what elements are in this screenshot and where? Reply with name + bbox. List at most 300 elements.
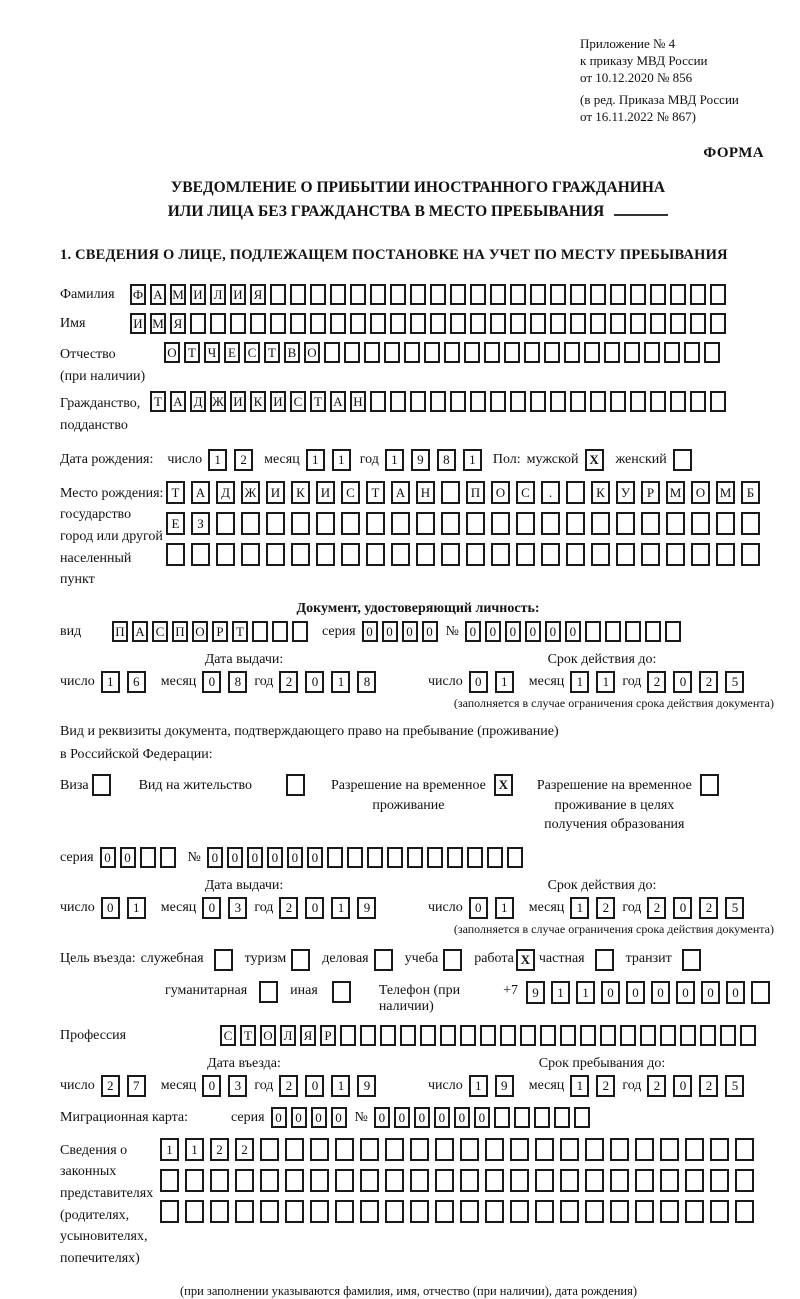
form-cell[interactable] <box>310 313 326 334</box>
form-cell[interactable]: 0 <box>394 1107 410 1128</box>
form-cell[interactable] <box>641 512 660 535</box>
form-cell[interactable] <box>385 1200 404 1223</box>
form-cell[interactable] <box>510 1169 529 1192</box>
form-cell[interactable] <box>335 1138 354 1161</box>
form-cell[interactable] <box>485 1138 504 1161</box>
form-cell[interactable] <box>574 1107 590 1128</box>
purpose-business-checkbox[interactable] <box>374 949 393 971</box>
form-cell[interactable] <box>210 313 226 334</box>
temp-residence-edu-checkbox[interactable] <box>700 774 719 796</box>
form-cell[interactable]: 9 <box>526 981 545 1004</box>
form-cell[interactable] <box>460 1138 479 1161</box>
form-cell[interactable]: 0 <box>454 1107 470 1128</box>
form-cell[interactable]: . <box>541 481 560 504</box>
form-cell[interactable] <box>347 847 363 868</box>
form-cell[interactable] <box>364 342 380 363</box>
form-cell[interactable] <box>514 1107 530 1128</box>
form-cell[interactable]: 0 <box>651 981 670 1004</box>
form-cell[interactable] <box>160 1200 179 1223</box>
form-cell[interactable] <box>427 847 443 868</box>
form-cell[interactable] <box>685 1200 704 1223</box>
form-cell[interactable]: Д <box>190 391 206 412</box>
form-cell[interactable] <box>690 313 706 334</box>
form-cell[interactable]: 1 <box>101 671 120 693</box>
form-cell[interactable] <box>534 1107 550 1128</box>
form-cell[interactable] <box>510 391 526 412</box>
form-cell[interactable]: К <box>291 481 310 504</box>
form-cell[interactable]: 1 <box>127 897 146 919</box>
form-cell[interactable] <box>441 481 460 504</box>
form-cell[interactable] <box>690 284 706 305</box>
form-cell[interactable] <box>666 543 685 566</box>
form-cell[interactable] <box>241 512 260 535</box>
form-cell[interactable] <box>590 284 606 305</box>
form-cell[interactable] <box>460 1169 479 1192</box>
form-cell[interactable] <box>387 847 403 868</box>
form-cell[interactable]: Т <box>232 621 248 642</box>
form-cell[interactable] <box>380 1025 396 1046</box>
form-cell[interactable] <box>285 1138 304 1161</box>
form-cell[interactable] <box>440 1025 456 1046</box>
form-cell[interactable] <box>685 1169 704 1192</box>
form-cell[interactable] <box>550 284 566 305</box>
form-cell[interactable] <box>635 1169 654 1192</box>
form-cell[interactable] <box>260 1200 279 1223</box>
form-cell[interactable] <box>430 284 446 305</box>
form-cell[interactable]: А <box>191 481 210 504</box>
form-cell[interactable] <box>650 313 666 334</box>
form-cell[interactable] <box>604 342 620 363</box>
form-cell[interactable]: К <box>591 481 610 504</box>
form-cell[interactable]: 0 <box>120 847 136 868</box>
form-cell[interactable]: 5 <box>725 897 744 919</box>
form-cell[interactable]: М <box>150 313 166 334</box>
form-cell[interactable] <box>435 1169 454 1192</box>
form-cell[interactable] <box>430 391 446 412</box>
form-cell[interactable] <box>470 284 486 305</box>
form-cell[interactable] <box>660 1169 679 1192</box>
form-cell[interactable] <box>645 621 661 642</box>
form-cell[interactable] <box>660 1200 679 1223</box>
form-cell[interactable] <box>540 1025 556 1046</box>
form-cell[interactable] <box>490 284 506 305</box>
form-cell[interactable] <box>550 391 566 412</box>
form-cell[interactable]: Е <box>166 512 185 535</box>
form-cell[interactable] <box>327 847 343 868</box>
form-cell[interactable] <box>407 847 423 868</box>
form-cell[interactable] <box>285 1169 304 1192</box>
form-cell[interactable]: 0 <box>287 847 303 868</box>
form-cell[interactable]: 1 <box>160 1138 179 1161</box>
form-cell[interactable] <box>230 313 246 334</box>
form-cell[interactable] <box>610 284 626 305</box>
form-cell[interactable] <box>370 391 386 412</box>
form-cell[interactable]: 0 <box>207 847 223 868</box>
form-cell[interactable]: 0 <box>485 621 501 642</box>
form-cell[interactable]: П <box>112 621 128 642</box>
sex-male-checkbox[interactable]: X <box>585 449 604 471</box>
form-cell[interactable] <box>740 1025 756 1046</box>
form-cell[interactable]: Д <box>216 481 235 504</box>
form-cell[interactable]: 1 <box>495 671 514 693</box>
form-cell[interactable] <box>560 1200 579 1223</box>
form-cell[interactable] <box>507 847 523 868</box>
form-cell[interactable] <box>735 1200 754 1223</box>
form-cell[interactable] <box>160 1169 179 1192</box>
form-cell[interactable] <box>541 543 560 566</box>
form-cell[interactable]: 1 <box>306 449 325 471</box>
form-cell[interactable] <box>560 1025 576 1046</box>
form-cell[interactable] <box>510 1138 529 1161</box>
form-cell[interactable]: 0 <box>601 981 620 1004</box>
form-cell[interactable]: 9 <box>411 449 430 471</box>
purpose-humanitarian-checkbox[interactable] <box>259 981 278 1003</box>
form-cell[interactable] <box>630 391 646 412</box>
form-cell[interactable] <box>566 543 585 566</box>
form-cell[interactable]: 0 <box>626 981 645 1004</box>
form-cell[interactable]: Н <box>416 481 435 504</box>
form-cell[interactable] <box>435 1138 454 1161</box>
form-cell[interactable] <box>735 1138 754 1161</box>
form-cell[interactable] <box>484 342 500 363</box>
form-cell[interactable] <box>630 313 646 334</box>
form-cell[interactable] <box>470 313 486 334</box>
form-cell[interactable]: 5 <box>725 671 744 693</box>
form-cell[interactable]: 2 <box>235 1138 254 1161</box>
form-cell[interactable] <box>464 342 480 363</box>
form-cell[interactable] <box>266 543 285 566</box>
form-cell[interactable] <box>530 313 546 334</box>
form-cell[interactable]: 0 <box>267 847 283 868</box>
form-cell[interactable] <box>684 342 700 363</box>
form-cell[interactable]: 0 <box>676 981 695 1004</box>
residence-permit-checkbox[interactable] <box>286 774 305 796</box>
form-cell[interactable]: 1 <box>570 1075 589 1097</box>
form-cell[interactable] <box>485 1169 504 1192</box>
form-cell[interactable]: И <box>130 313 146 334</box>
form-cell[interactable]: 0 <box>565 621 581 642</box>
form-cell[interactable]: 0 <box>305 897 324 919</box>
form-cell[interactable]: 0 <box>227 847 243 868</box>
form-cell[interactable] <box>616 543 635 566</box>
form-cell[interactable] <box>235 1169 254 1192</box>
form-cell[interactable]: А <box>132 621 148 642</box>
form-cell[interactable] <box>252 621 268 642</box>
form-cell[interactable]: 1 <box>463 449 482 471</box>
form-cell[interactable] <box>330 284 346 305</box>
form-cell[interactable] <box>520 1025 536 1046</box>
form-cell[interactable] <box>330 313 346 334</box>
form-cell[interactable] <box>266 512 285 535</box>
form-cell[interactable]: 5 <box>725 1075 744 1097</box>
form-cell[interactable]: 0 <box>101 897 120 919</box>
form-cell[interactable] <box>487 847 503 868</box>
form-cell[interactable]: 2 <box>279 1075 298 1097</box>
form-cell[interactable] <box>441 543 460 566</box>
form-cell[interactable]: М <box>716 481 735 504</box>
form-cell[interactable] <box>216 512 235 535</box>
form-cell[interactable]: К <box>250 391 266 412</box>
form-cell[interactable]: З <box>191 512 210 535</box>
purpose-private-checkbox[interactable] <box>595 949 614 971</box>
form-cell[interactable]: О <box>164 342 180 363</box>
form-cell[interactable] <box>516 543 535 566</box>
form-cell[interactable] <box>160 847 176 868</box>
form-cell[interactable] <box>590 391 606 412</box>
form-cell[interactable] <box>620 1025 636 1046</box>
form-cell[interactable]: С <box>290 391 306 412</box>
form-cell[interactable]: С <box>220 1025 236 1046</box>
form-cell[interactable]: Т <box>150 391 166 412</box>
form-cell[interactable]: О <box>491 481 510 504</box>
form-cell[interactable] <box>310 1138 329 1161</box>
form-cell[interactable]: 0 <box>305 1075 324 1097</box>
form-cell[interactable] <box>370 313 386 334</box>
form-cell[interactable] <box>590 313 606 334</box>
form-cell[interactable]: 0 <box>100 847 116 868</box>
form-cell[interactable] <box>710 1200 729 1223</box>
form-cell[interactable]: Т <box>310 391 326 412</box>
form-cell[interactable] <box>530 284 546 305</box>
form-cell[interactable]: 9 <box>357 1075 376 1097</box>
form-cell[interactable] <box>610 1200 629 1223</box>
form-cell[interactable]: Р <box>641 481 660 504</box>
form-cell[interactable]: М <box>666 481 685 504</box>
form-cell[interactable] <box>360 1025 376 1046</box>
form-cell[interactable] <box>516 512 535 535</box>
form-cell[interactable] <box>400 1025 416 1046</box>
form-cell[interactable] <box>524 342 540 363</box>
form-cell[interactable] <box>570 391 586 412</box>
form-cell[interactable]: 0 <box>402 621 418 642</box>
form-cell[interactable]: И <box>230 284 246 305</box>
form-cell[interactable] <box>366 543 385 566</box>
form-cell[interactable]: 0 <box>726 981 745 1004</box>
form-cell[interactable]: Ж <box>241 481 260 504</box>
form-cell[interactable]: Е <box>224 342 240 363</box>
form-cell[interactable]: 9 <box>357 897 376 919</box>
form-cell[interactable] <box>710 284 726 305</box>
form-cell[interactable] <box>644 342 660 363</box>
form-cell[interactable] <box>410 1169 429 1192</box>
form-cell[interactable] <box>341 512 360 535</box>
form-cell[interactable]: 1 <box>185 1138 204 1161</box>
form-cell[interactable] <box>580 1025 596 1046</box>
form-cell[interactable]: 9 <box>495 1075 514 1097</box>
form-cell[interactable] <box>140 847 156 868</box>
form-cell[interactable]: 1 <box>570 897 589 919</box>
form-cell[interactable] <box>450 284 466 305</box>
form-cell[interactable] <box>751 981 770 1004</box>
form-cell[interactable]: 0 <box>505 621 521 642</box>
form-cell[interactable] <box>316 512 335 535</box>
form-cell[interactable] <box>460 1025 476 1046</box>
purpose-tourism-checkbox[interactable] <box>291 949 310 971</box>
form-cell[interactable]: С <box>341 481 360 504</box>
form-cell[interactable] <box>350 313 366 334</box>
form-cell[interactable] <box>710 1138 729 1161</box>
visa-checkbox[interactable] <box>92 774 111 796</box>
form-cell[interactable] <box>535 1169 554 1192</box>
form-cell[interactable] <box>560 1138 579 1161</box>
form-cell[interactable] <box>535 1200 554 1223</box>
form-cell[interactable] <box>585 1200 604 1223</box>
form-cell[interactable] <box>585 1138 604 1161</box>
form-cell[interactable] <box>585 621 601 642</box>
form-cell[interactable] <box>384 342 400 363</box>
form-cell[interactable] <box>210 1200 229 1223</box>
form-cell[interactable] <box>260 1169 279 1192</box>
form-cell[interactable]: 0 <box>202 671 221 693</box>
form-cell[interactable] <box>630 284 646 305</box>
form-cell[interactable] <box>641 543 660 566</box>
form-cell[interactable] <box>335 1169 354 1192</box>
form-cell[interactable] <box>685 1138 704 1161</box>
form-cell[interactable] <box>290 313 306 334</box>
form-cell[interactable] <box>235 1200 254 1223</box>
form-cell[interactable] <box>510 313 526 334</box>
form-cell[interactable] <box>360 1169 379 1192</box>
form-cell[interactable] <box>191 543 210 566</box>
form-cell[interactable] <box>416 543 435 566</box>
form-cell[interactable]: 1 <box>332 449 351 471</box>
form-cell[interactable] <box>660 1025 676 1046</box>
form-cell[interactable] <box>460 1200 479 1223</box>
form-cell[interactable] <box>391 512 410 535</box>
form-cell[interactable]: 8 <box>437 449 456 471</box>
purpose-other-checkbox[interactable] <box>332 981 351 1003</box>
purpose-study-checkbox[interactable] <box>443 949 462 971</box>
form-cell[interactable]: 0 <box>673 897 692 919</box>
form-cell[interactable]: 0 <box>362 621 378 642</box>
form-cell[interactable] <box>185 1169 204 1192</box>
form-cell[interactable] <box>424 342 440 363</box>
form-cell[interactable] <box>467 847 483 868</box>
form-cell[interactable]: 1 <box>331 1075 350 1097</box>
form-cell[interactable]: И <box>316 481 335 504</box>
form-cell[interactable]: 0 <box>307 847 323 868</box>
form-cell[interactable] <box>650 391 666 412</box>
form-cell[interactable]: 2 <box>699 1075 718 1097</box>
form-cell[interactable]: 0 <box>422 621 438 642</box>
form-cell[interactable] <box>504 342 520 363</box>
form-cell[interactable] <box>410 284 426 305</box>
form-cell[interactable] <box>344 342 360 363</box>
form-cell[interactable]: 8 <box>228 671 247 693</box>
form-cell[interactable]: О <box>260 1025 276 1046</box>
form-cell[interactable]: 2 <box>647 1075 666 1097</box>
temp-residence-checkbox[interactable]: X <box>494 774 513 796</box>
form-cell[interactable]: 0 <box>305 671 324 693</box>
form-cell[interactable]: И <box>190 284 206 305</box>
form-cell[interactable] <box>585 1169 604 1192</box>
form-cell[interactable] <box>690 391 706 412</box>
form-cell[interactable]: 2 <box>101 1075 120 1097</box>
form-cell[interactable]: О <box>691 481 710 504</box>
form-cell[interactable] <box>564 342 580 363</box>
form-cell[interactable]: 2 <box>279 671 298 693</box>
form-cell[interactable]: Л <box>210 284 226 305</box>
form-cell[interactable]: Т <box>264 342 280 363</box>
form-cell[interactable] <box>291 512 310 535</box>
form-cell[interactable]: 2 <box>234 449 253 471</box>
form-cell[interactable]: 0 <box>673 1075 692 1097</box>
form-cell[interactable] <box>450 313 466 334</box>
form-cell[interactable] <box>210 1169 229 1192</box>
form-cell[interactable]: 0 <box>434 1107 450 1128</box>
form-cell[interactable] <box>350 284 366 305</box>
form-cell[interactable]: И <box>230 391 246 412</box>
form-cell[interactable]: 0 <box>374 1107 390 1128</box>
form-cell[interactable] <box>360 1200 379 1223</box>
form-cell[interactable]: 0 <box>271 1107 287 1128</box>
form-cell[interactable]: Р <box>320 1025 336 1046</box>
form-cell[interactable] <box>640 1025 656 1046</box>
form-cell[interactable]: Ж <box>210 391 226 412</box>
form-cell[interactable] <box>680 1025 696 1046</box>
form-cell[interactable] <box>367 847 383 868</box>
form-cell[interactable] <box>485 1200 504 1223</box>
form-cell[interactable]: 2 <box>279 897 298 919</box>
form-cell[interactable] <box>341 543 360 566</box>
form-cell[interactable] <box>500 1025 516 1046</box>
form-cell[interactable] <box>435 1200 454 1223</box>
form-cell[interactable]: 1 <box>469 1075 488 1097</box>
form-cell[interactable] <box>250 313 266 334</box>
form-cell[interactable] <box>385 1169 404 1192</box>
form-cell[interactable] <box>664 342 680 363</box>
form-cell[interactable] <box>490 391 506 412</box>
form-cell[interactable] <box>185 1200 204 1223</box>
form-cell[interactable] <box>270 284 286 305</box>
form-cell[interactable]: 1 <box>551 981 570 1004</box>
form-cell[interactable] <box>385 1138 404 1161</box>
form-cell[interactable] <box>166 543 185 566</box>
form-cell[interactable] <box>610 1169 629 1192</box>
form-cell[interactable] <box>710 391 726 412</box>
form-cell[interactable]: 0 <box>311 1107 327 1128</box>
form-cell[interactable] <box>285 1200 304 1223</box>
form-cell[interactable]: О <box>304 342 320 363</box>
form-cell[interactable] <box>591 512 610 535</box>
form-cell[interactable] <box>710 1169 729 1192</box>
form-cell[interactable]: 2 <box>596 897 615 919</box>
form-cell[interactable] <box>494 1107 510 1128</box>
form-cell[interactable] <box>660 1138 679 1161</box>
form-cell[interactable]: 6 <box>127 671 146 693</box>
form-cell[interactable]: Т <box>240 1025 256 1046</box>
form-cell[interactable]: У <box>616 481 635 504</box>
form-cell[interactable] <box>291 543 310 566</box>
form-cell[interactable] <box>741 512 760 535</box>
form-cell[interactable] <box>560 1169 579 1192</box>
form-cell[interactable]: П <box>172 621 188 642</box>
form-cell[interactable] <box>360 1138 379 1161</box>
form-cell[interactable] <box>605 621 621 642</box>
form-cell[interactable] <box>447 847 463 868</box>
form-cell[interactable] <box>584 342 600 363</box>
form-cell[interactable] <box>391 543 410 566</box>
form-cell[interactable]: Ч <box>204 342 220 363</box>
form-cell[interactable]: 0 <box>525 621 541 642</box>
form-cell[interactable] <box>544 342 560 363</box>
form-cell[interactable] <box>310 1169 329 1192</box>
form-cell[interactable]: В <box>284 342 300 363</box>
form-cell[interactable] <box>216 543 235 566</box>
form-cell[interactable] <box>491 543 510 566</box>
form-cell[interactable] <box>650 284 666 305</box>
form-cell[interactable]: 1 <box>331 671 350 693</box>
